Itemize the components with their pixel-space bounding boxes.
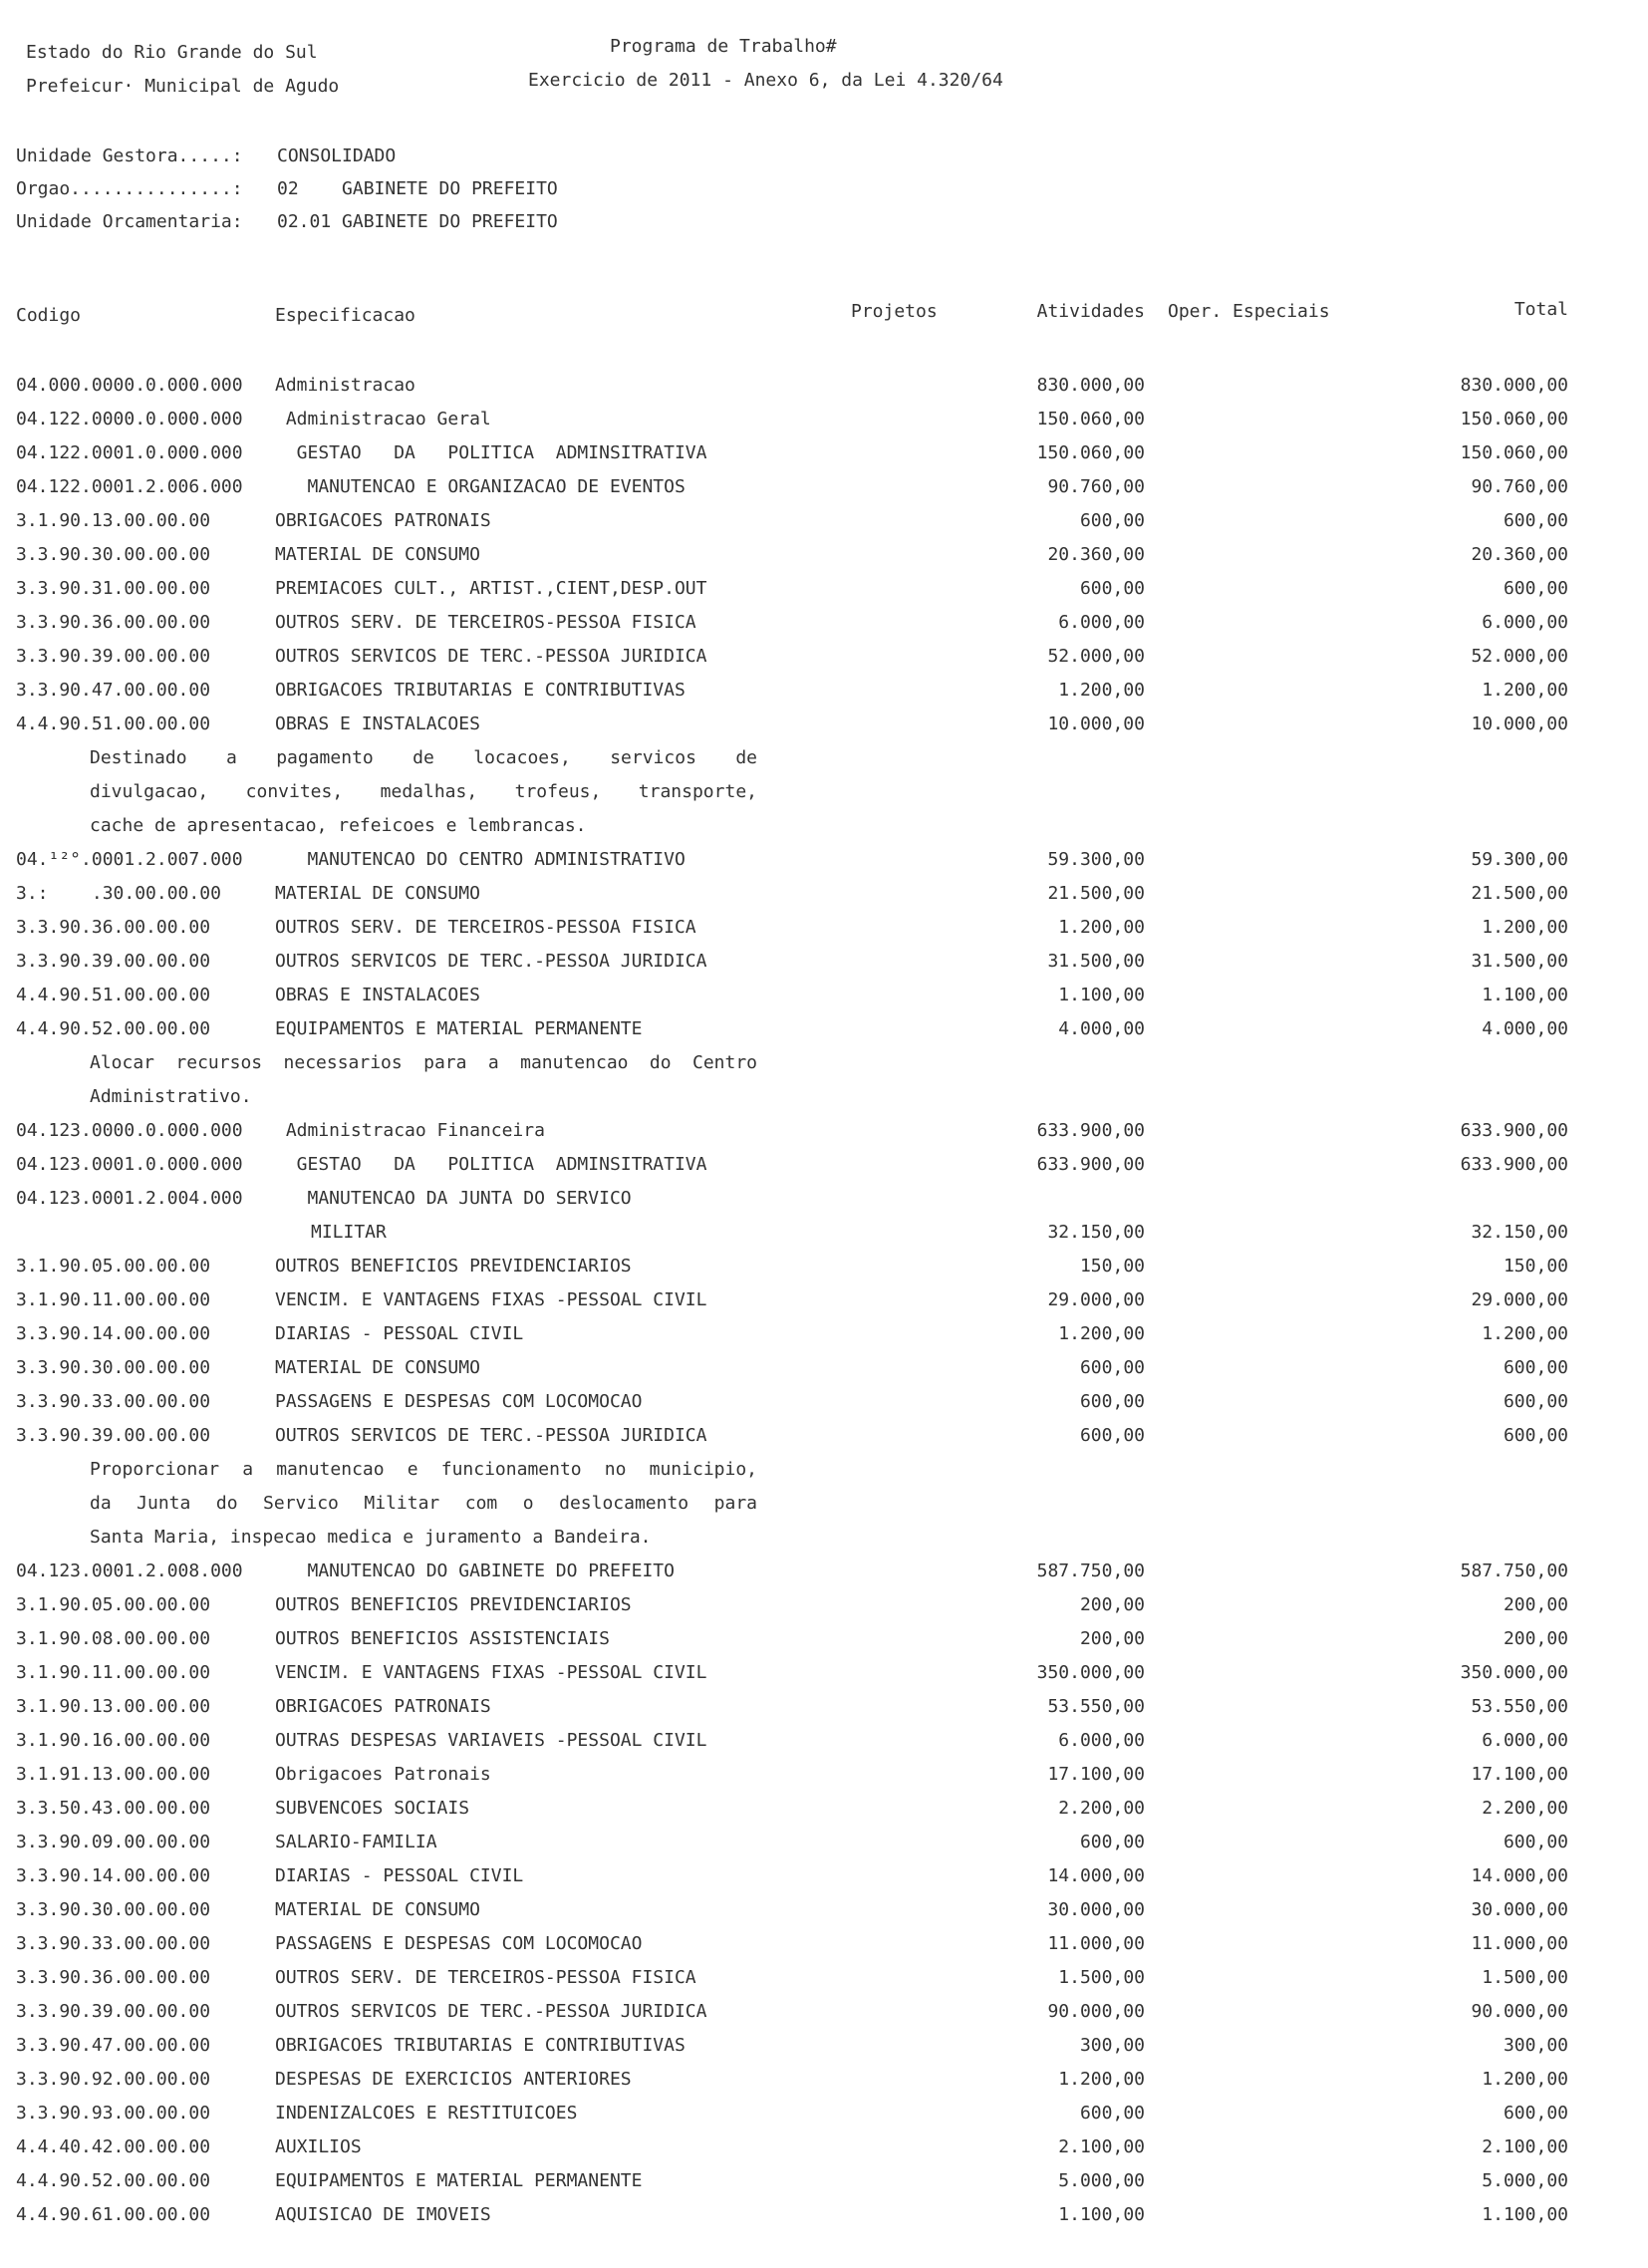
row-especificacao: MANUTENCAO E ORGANIZACAO DE EVENTOS (275, 476, 686, 497)
row-atividades: 21.500,00 (1047, 883, 1145, 904)
table-row (0, 1190, 1648, 1224)
row-especificacao: MATERIAL DE CONSUMO (275, 1357, 480, 1378)
row-total: 59.300,00 (1471, 849, 1568, 870)
table-row (0, 2037, 1648, 2071)
row-total: 150.060,00 (1460, 409, 1568, 429)
row-especificacao: Obrigacoes Patronais (275, 1764, 491, 1785)
description-line (0, 1054, 1648, 1088)
row-total: 6.000,00 (1482, 612, 1568, 633)
row-codigo: 4.4.90.61.00.00.00 (16, 2204, 211, 2225)
row-total: 20.360,00 (1471, 544, 1568, 565)
row-especificacao: GESTAO DA POLITICA ADMINSITRATIVA (275, 1154, 707, 1175)
table-row (0, 1224, 1648, 1258)
row-codigo: 3.1.90.11.00.00.00 (16, 1662, 211, 1683)
row-especificacao: OBRIGACOES TRIBUTARIAS E CONTRIBUTIVAS (275, 2035, 686, 2056)
description-line (0, 783, 1648, 817)
exercise-title: Exercicio de 2011 - Anexo 6, da Lei 4.320/64 (528, 70, 1003, 91)
row-total: 90.000,00 (1471, 2001, 1568, 2022)
table-row (0, 1969, 1648, 2003)
row-especificacao: OUTROS BENEFICIOS PREVIDENCIARIOS (275, 1594, 632, 1615)
row-especificacao: AUXILIOS (275, 2136, 362, 2157)
row-codigo: 3.1.90.16.00.00.00 (16, 1730, 211, 1751)
row-total: 31.500,00 (1471, 951, 1568, 972)
budget-table (0, 377, 1648, 2240)
row-total: 300,00 (1503, 2035, 1568, 2056)
col-oper-especiais: Oper. Especiais (1168, 301, 1330, 322)
row-atividades: 90.000,00 (1047, 2001, 1145, 2022)
row-total: 150.060,00 (1460, 442, 1568, 463)
row-especificacao: DIARIAS - PESSOAL CIVIL (275, 1865, 524, 1886)
meta-unidade-orcamentaria (16, 213, 558, 231)
row-atividades: 1.500,00 (1058, 1967, 1145, 1988)
table-row (0, 1867, 1648, 1901)
table-row (0, 715, 1648, 749)
row-atividades: 633.900,00 (1036, 1154, 1145, 1175)
row-codigo: 04.123.0001.2.004.000 (16, 1188, 243, 1209)
table-row (0, 1258, 1648, 1291)
row-codigo: 3.1.91.13.00.00.00 (16, 1764, 211, 1785)
description-text: Alocar recursos necessarios para a manutencao do Centro (90, 1052, 757, 1073)
row-atividades: 31.500,00 (1047, 951, 1145, 972)
row-total: 633.900,00 (1460, 1154, 1568, 1175)
description-line (0, 1529, 1648, 1562)
municipality-name: Prefeicur· Municipal de Agudo (26, 76, 340, 97)
row-atividades: 14.000,00 (1047, 1865, 1145, 1886)
row-especificacao: OUTROS SERV. DE TERCEIROS-PESSOA FISICA (275, 612, 696, 633)
row-total: 14.000,00 (1471, 1865, 1568, 1886)
description-text: Santa Maria, inspecao medica e juramento a Bandeira. (90, 1527, 652, 1548)
row-codigo: 3.3.90.36.00.00.00 (16, 612, 211, 633)
row-total: 150,00 (1503, 1256, 1568, 1276)
table-row (0, 1156, 1648, 1190)
row-total: 633.900,00 (1460, 1120, 1568, 1141)
description-line (0, 1088, 1648, 1122)
table-row (0, 377, 1648, 411)
row-total: 30.000,00 (1471, 1899, 1568, 1920)
table-row (0, 444, 1648, 478)
row-codigo: 04.¹²°.0001.2.007.000 (16, 849, 243, 870)
row-codigo: 4.4.90.51.00.00.00 (16, 985, 211, 1005)
row-total: 1.500,00 (1482, 1967, 1568, 1988)
row-codigo: 3.3.90.30.00.00.00 (16, 1899, 211, 1920)
row-atividades: 1.100,00 (1058, 985, 1145, 1005)
table-row (0, 1427, 1648, 1461)
row-especificacao: OBRAS E INSTALACOES (275, 713, 480, 734)
row-codigo: 3.1.90.05.00.00.00 (16, 1594, 211, 1615)
row-especificacao: OBRIGACOES PATRONAIS (275, 510, 491, 531)
row-especificacao: MILITAR (311, 1222, 387, 1243)
row-atividades: 53.550,00 (1047, 1696, 1145, 1717)
row-atividades: 600,00 (1079, 1357, 1145, 1378)
row-codigo: 3.3.90.39.00.00.00 (16, 646, 211, 667)
row-total: 6.000,00 (1482, 1730, 1568, 1751)
description-text: cache de apresentacao, refeicoes e lembrancas. (90, 815, 587, 836)
row-codigo: 3.3.90.33.00.00.00 (16, 1933, 211, 1954)
row-especificacao: OUTROS SERV. DE TERCEIROS-PESSOA FISICA (275, 917, 696, 938)
row-codigo: 3.3.90.31.00.00.00 (16, 578, 211, 599)
row-codigo: 04.122.0001.0.000.000 (16, 442, 243, 463)
row-codigo: 3.3.90.47.00.00.00 (16, 2035, 211, 2056)
table-row (0, 648, 1648, 682)
row-especificacao: OBRIGACOES PATRONAIS (275, 1696, 491, 1717)
table-row (0, 1664, 1648, 1698)
table-row (0, 1359, 1648, 1393)
row-codigo: 04.123.0001.2.008.000 (16, 1560, 243, 1581)
row-total: 350.000,00 (1460, 1662, 1568, 1683)
description-line (0, 749, 1648, 783)
row-total: 600,00 (1503, 1391, 1568, 1412)
row-codigo: 3.3.50.43.00.00.00 (16, 1798, 211, 1819)
row-atividades: 6.000,00 (1058, 612, 1145, 633)
table-row (0, 1766, 1648, 1800)
row-atividades: 2.100,00 (1058, 2136, 1145, 2157)
meta-key: Orgao...............: (16, 178, 243, 199)
row-atividades: 20.360,00 (1047, 544, 1145, 565)
row-especificacao: MANUTENCAO DO GABINETE DO PREFEITO (275, 1560, 675, 1581)
row-especificacao: INDENIZALCOES E RESTITUICOES (275, 2103, 578, 2124)
row-especificacao: MANUTENCAO DO CENTRO ADMINISTRATIVO (275, 849, 686, 870)
row-atividades: 4.000,00 (1058, 1018, 1145, 1039)
table-row (0, 580, 1648, 614)
row-especificacao: Administracao (275, 375, 415, 396)
row-especificacao: DESPESAS DE EXERCICIOS ANTERIORES (275, 2069, 632, 2090)
table-row (0, 1291, 1648, 1325)
row-atividades: 200,00 (1079, 1628, 1145, 1649)
row-especificacao: MATERIAL DE CONSUMO (275, 544, 480, 565)
table-row (0, 512, 1648, 546)
row-total: 1.100,00 (1482, 2204, 1568, 2225)
row-atividades: 10.000,00 (1047, 713, 1145, 734)
row-total: 1.100,00 (1482, 985, 1568, 1005)
row-especificacao: OUTROS SERVICOS DE TERC.-PESSOA JURIDICA (275, 951, 707, 972)
table-row (0, 1325, 1648, 1359)
col-projetos: Projetos (851, 301, 938, 322)
row-codigo: 3.3.90.14.00.00.00 (16, 1865, 211, 1886)
col-especificacao: Especificacao (275, 305, 415, 326)
row-atividades: 600,00 (1079, 2103, 1145, 2124)
row-atividades: 1.100,00 (1058, 2204, 1145, 2225)
row-atividades: 2.200,00 (1058, 1798, 1145, 1819)
row-total: 4.000,00 (1482, 1018, 1568, 1039)
table-row (0, 682, 1648, 715)
row-atividades: 600,00 (1079, 1391, 1145, 1412)
row-codigo: 04.122.0000.0.000.000 (16, 409, 243, 429)
meta-orgao (16, 180, 558, 198)
row-codigo: 3.3.90.39.00.00.00 (16, 951, 211, 972)
row-especificacao: PASSAGENS E DESPESAS COM LOCOMOCAO (275, 1933, 643, 1954)
table-row (0, 885, 1648, 919)
row-atividades: 600,00 (1079, 578, 1145, 599)
row-especificacao: OUTROS BENEFICIOS PREVIDENCIARIOS (275, 1256, 632, 1276)
program-title: Programa de Trabalho# (610, 36, 837, 57)
row-atividades: 59.300,00 (1047, 849, 1145, 870)
meta-value: 02.01 GABINETE DO PREFEITO (277, 211, 558, 232)
table-row (0, 1834, 1648, 1867)
description-text: da Junta do Servico Militar com o deslocamento para (90, 1493, 757, 1514)
table-row (0, 1698, 1648, 1732)
row-especificacao: EQUIPAMENTOS E MATERIAL PERMANENTE (275, 2170, 643, 2191)
row-especificacao: Administracao Geral (275, 409, 491, 429)
row-codigo: 3.3.90.36.00.00.00 (16, 917, 211, 938)
row-codigo: 3.: .30.00.00.00 (16, 883, 221, 904)
meta-key: Unidade Gestora.....: (16, 145, 243, 166)
row-codigo: 3.1.90.13.00.00.00 (16, 1696, 211, 1717)
row-atividades: 150.060,00 (1036, 442, 1145, 463)
table-row (0, 2138, 1648, 2172)
row-codigo: 3.1.90.08.00.00.00 (16, 1628, 211, 1649)
row-total: 600,00 (1503, 1832, 1568, 1852)
meta-value: 02 GABINETE DO PREFEITO (277, 178, 558, 199)
row-atividades: 600,00 (1079, 1832, 1145, 1852)
row-atividades: 600,00 (1079, 1425, 1145, 1446)
row-atividades: 32.150,00 (1047, 1222, 1145, 1243)
table-row (0, 1732, 1648, 1766)
meta-unidade-gestora (16, 147, 396, 165)
table-row (0, 2105, 1648, 2138)
row-codigo: 04.123.0001.0.000.000 (16, 1154, 243, 1175)
table-row (0, 478, 1648, 512)
row-codigo: 3.1.90.13.00.00.00 (16, 510, 211, 531)
row-atividades: 633.900,00 (1036, 1120, 1145, 1141)
row-codigo: 3.3.90.93.00.00.00 (16, 2103, 211, 2124)
row-especificacao: PASSAGENS E DESPESAS COM LOCOMOCAO (275, 1391, 643, 1412)
row-atividades: 1.200,00 (1058, 680, 1145, 701)
row-codigo: 3.3.90.47.00.00.00 (16, 680, 211, 701)
row-total: 52.000,00 (1471, 646, 1568, 667)
row-total: 830.000,00 (1460, 375, 1568, 396)
row-especificacao: OUTROS SERV. DE TERCEIROS-PESSOA FISICA (275, 1967, 696, 1988)
meta-value: CONSOLIDADO (277, 145, 397, 166)
row-atividades: 587.750,00 (1036, 1560, 1145, 1581)
table-row (0, 2206, 1648, 2240)
row-especificacao: OUTRAS DESPESAS VARIAVEIS -PESSOAL CIVIL (275, 1730, 707, 1751)
row-total: 32.150,00 (1471, 1222, 1568, 1243)
row-total: 17.100,00 (1471, 1764, 1568, 1785)
description-text: Proporcionar a manutencao e funcionamento no municipio, (90, 1459, 757, 1480)
row-especificacao: Administracao Financeira (275, 1120, 545, 1141)
row-especificacao: EQUIPAMENTOS E MATERIAL PERMANENTE (275, 1018, 643, 1039)
description-text: Administrativo. (90, 1086, 252, 1107)
row-especificacao: MATERIAL DE CONSUMO (275, 883, 480, 904)
table-row (0, 919, 1648, 953)
row-codigo: 4.4.40.42.00.00.00 (16, 2136, 211, 2157)
row-especificacao: OBRAS E INSTALACOES (275, 985, 480, 1005)
table-row (0, 2003, 1648, 2037)
row-codigo: 3.3.90.14.00.00.00 (16, 1323, 211, 1344)
row-total: 587.750,00 (1460, 1560, 1568, 1581)
row-atividades: 1.200,00 (1058, 2069, 1145, 2090)
row-codigo: 3.3.90.36.00.00.00 (16, 1967, 211, 1988)
row-codigo: 3.3.90.30.00.00.00 (16, 1357, 211, 1378)
row-atividades: 150,00 (1079, 1256, 1145, 1276)
row-codigo: 04.000.0000.0.000.000 (16, 375, 243, 396)
row-total: 2.200,00 (1482, 1798, 1568, 1819)
description-text: divulgacao, convites, medalhas, trofeus, transporte, (90, 781, 757, 802)
row-atividades: 11.000,00 (1047, 1933, 1145, 1954)
table-row (0, 2071, 1648, 2105)
table-row (0, 1122, 1648, 1156)
row-atividades: 6.000,00 (1058, 1730, 1145, 1751)
description-line (0, 1495, 1648, 1529)
row-atividades: 350.000,00 (1036, 1662, 1145, 1683)
row-total: 200,00 (1503, 1628, 1568, 1649)
row-total: 600,00 (1503, 578, 1568, 599)
state-name: Estado do Rio Grande do Sul (26, 42, 318, 63)
row-atividades: 300,00 (1079, 2035, 1145, 2056)
row-atividades: 29.000,00 (1047, 1289, 1145, 1310)
row-codigo: 3.3.90.92.00.00.00 (16, 2069, 211, 2090)
row-total: 29.000,00 (1471, 1289, 1568, 1310)
table-row (0, 1800, 1648, 1834)
row-codigo: 4.4.90.51.00.00.00 (16, 713, 211, 734)
table-row (0, 1596, 1648, 1630)
table-row (0, 2172, 1648, 2206)
row-total: 600,00 (1503, 2103, 1568, 2124)
row-codigo: 3.1.90.11.00.00.00 (16, 1289, 211, 1310)
row-atividades: 600,00 (1079, 510, 1145, 531)
table-row (0, 851, 1648, 885)
meta-key: Unidade Orcamentaria: (16, 211, 243, 232)
row-especificacao: SUBVENCOES SOCIAIS (275, 1798, 470, 1819)
row-especificacao: OUTROS BENEFICIOS ASSISTENCIAIS (275, 1628, 610, 1649)
row-especificacao: OBRIGACOES TRIBUTARIAS E CONTRIBUTIVAS (275, 680, 686, 701)
row-total: 21.500,00 (1471, 883, 1568, 904)
row-atividades: 90.760,00 (1047, 476, 1145, 497)
row-total: 1.200,00 (1482, 2069, 1568, 2090)
row-especificacao: GESTAO DA POLITICA ADMINSITRATIVA (275, 442, 707, 463)
row-especificacao: OUTROS SERVICOS DE TERC.-PESSOA JURIDICA (275, 1425, 707, 1446)
table-row (0, 1935, 1648, 1969)
row-atividades: 30.000,00 (1047, 1899, 1145, 1920)
table-row (0, 1562, 1648, 1596)
row-atividades: 52.000,00 (1047, 646, 1145, 667)
table-row (0, 987, 1648, 1020)
description-text: Destinado a pagamento de locacoes, servicos de (90, 747, 757, 768)
row-codigo: 3.3.90.33.00.00.00 (16, 1391, 211, 1412)
row-atividades: 17.100,00 (1047, 1764, 1145, 1785)
row-especificacao: MANUTENCAO DA JUNTA DO SERVICO (275, 1188, 632, 1209)
row-atividades: 830.000,00 (1036, 375, 1145, 396)
row-atividades: 1.200,00 (1058, 917, 1145, 938)
table-row (0, 1393, 1648, 1427)
row-codigo: 4.4.90.52.00.00.00 (16, 2170, 211, 2191)
row-codigo: 3.3.90.39.00.00.00 (16, 1425, 211, 1446)
row-especificacao: OUTROS SERVICOS DE TERC.-PESSOA JURIDICA (275, 2001, 707, 2022)
row-atividades: 5.000,00 (1058, 2170, 1145, 2191)
row-codigo: 04.122.0001.2.006.000 (16, 476, 243, 497)
table-row (0, 411, 1648, 444)
column-header (0, 299, 1648, 331)
row-especificacao: DIARIAS - PESSOAL CIVIL (275, 1323, 524, 1344)
row-codigo: 04.123.0000.0.000.000 (16, 1120, 243, 1141)
row-atividades: 200,00 (1079, 1594, 1145, 1615)
col-total: Total (1513, 299, 1568, 320)
table-row (0, 1630, 1648, 1664)
row-total: 10.000,00 (1471, 713, 1568, 734)
row-codigo: 4.4.90.52.00.00.00 (16, 1018, 211, 1039)
row-especificacao: AQUISICAO DE IMOVEIS (275, 2204, 491, 2225)
row-codigo: 3.3.90.30.00.00.00 (16, 544, 211, 565)
table-row (0, 1901, 1648, 1935)
row-especificacao: VENCIM. E VANTAGENS FIXAS -PESSOAL CIVIL (275, 1662, 707, 1683)
row-especificacao: VENCIM. E VANTAGENS FIXAS -PESSOAL CIVIL (275, 1289, 707, 1310)
row-total: 5.000,00 (1482, 2170, 1568, 2191)
row-total: 2.100,00 (1482, 2136, 1568, 2157)
row-total: 11.000,00 (1471, 1933, 1568, 1954)
row-especificacao: MATERIAL DE CONSUMO (275, 1899, 480, 1920)
table-row (0, 614, 1648, 648)
row-atividades: 1.200,00 (1058, 1323, 1145, 1344)
col-codigo: Codigo (16, 305, 82, 326)
row-atividades: 150.060,00 (1036, 409, 1145, 429)
row-total: 90.760,00 (1471, 476, 1568, 497)
row-total: 53.550,00 (1471, 1696, 1568, 1717)
row-total: 200,00 (1503, 1594, 1568, 1615)
row-total: 1.200,00 (1482, 680, 1568, 701)
row-codigo: 3.3.90.09.00.00.00 (16, 1832, 211, 1852)
row-total: 1.200,00 (1482, 917, 1568, 938)
row-total: 600,00 (1503, 1357, 1568, 1378)
col-atividades: Atividades (1036, 301, 1145, 322)
description-line (0, 817, 1648, 851)
row-codigo: 3.3.90.39.00.00.00 (16, 2001, 211, 2022)
table-row (0, 1020, 1648, 1054)
description-line (0, 1461, 1648, 1495)
row-especificacao: PREMIACOES CULT., ARTIST.,CIENT,DESP.OUT (275, 578, 707, 599)
table-row (0, 953, 1648, 987)
row-codigo: 3.1.90.05.00.00.00 (16, 1256, 211, 1276)
row-total: 1.200,00 (1482, 1323, 1568, 1344)
row-especificacao: SALARIO-FAMILIA (275, 1832, 437, 1852)
table-row (0, 546, 1648, 580)
row-total: 600,00 (1503, 510, 1568, 531)
row-especificacao: OUTROS SERVICOS DE TERC.-PESSOA JURIDICA (275, 646, 707, 667)
row-total: 600,00 (1503, 1425, 1568, 1446)
